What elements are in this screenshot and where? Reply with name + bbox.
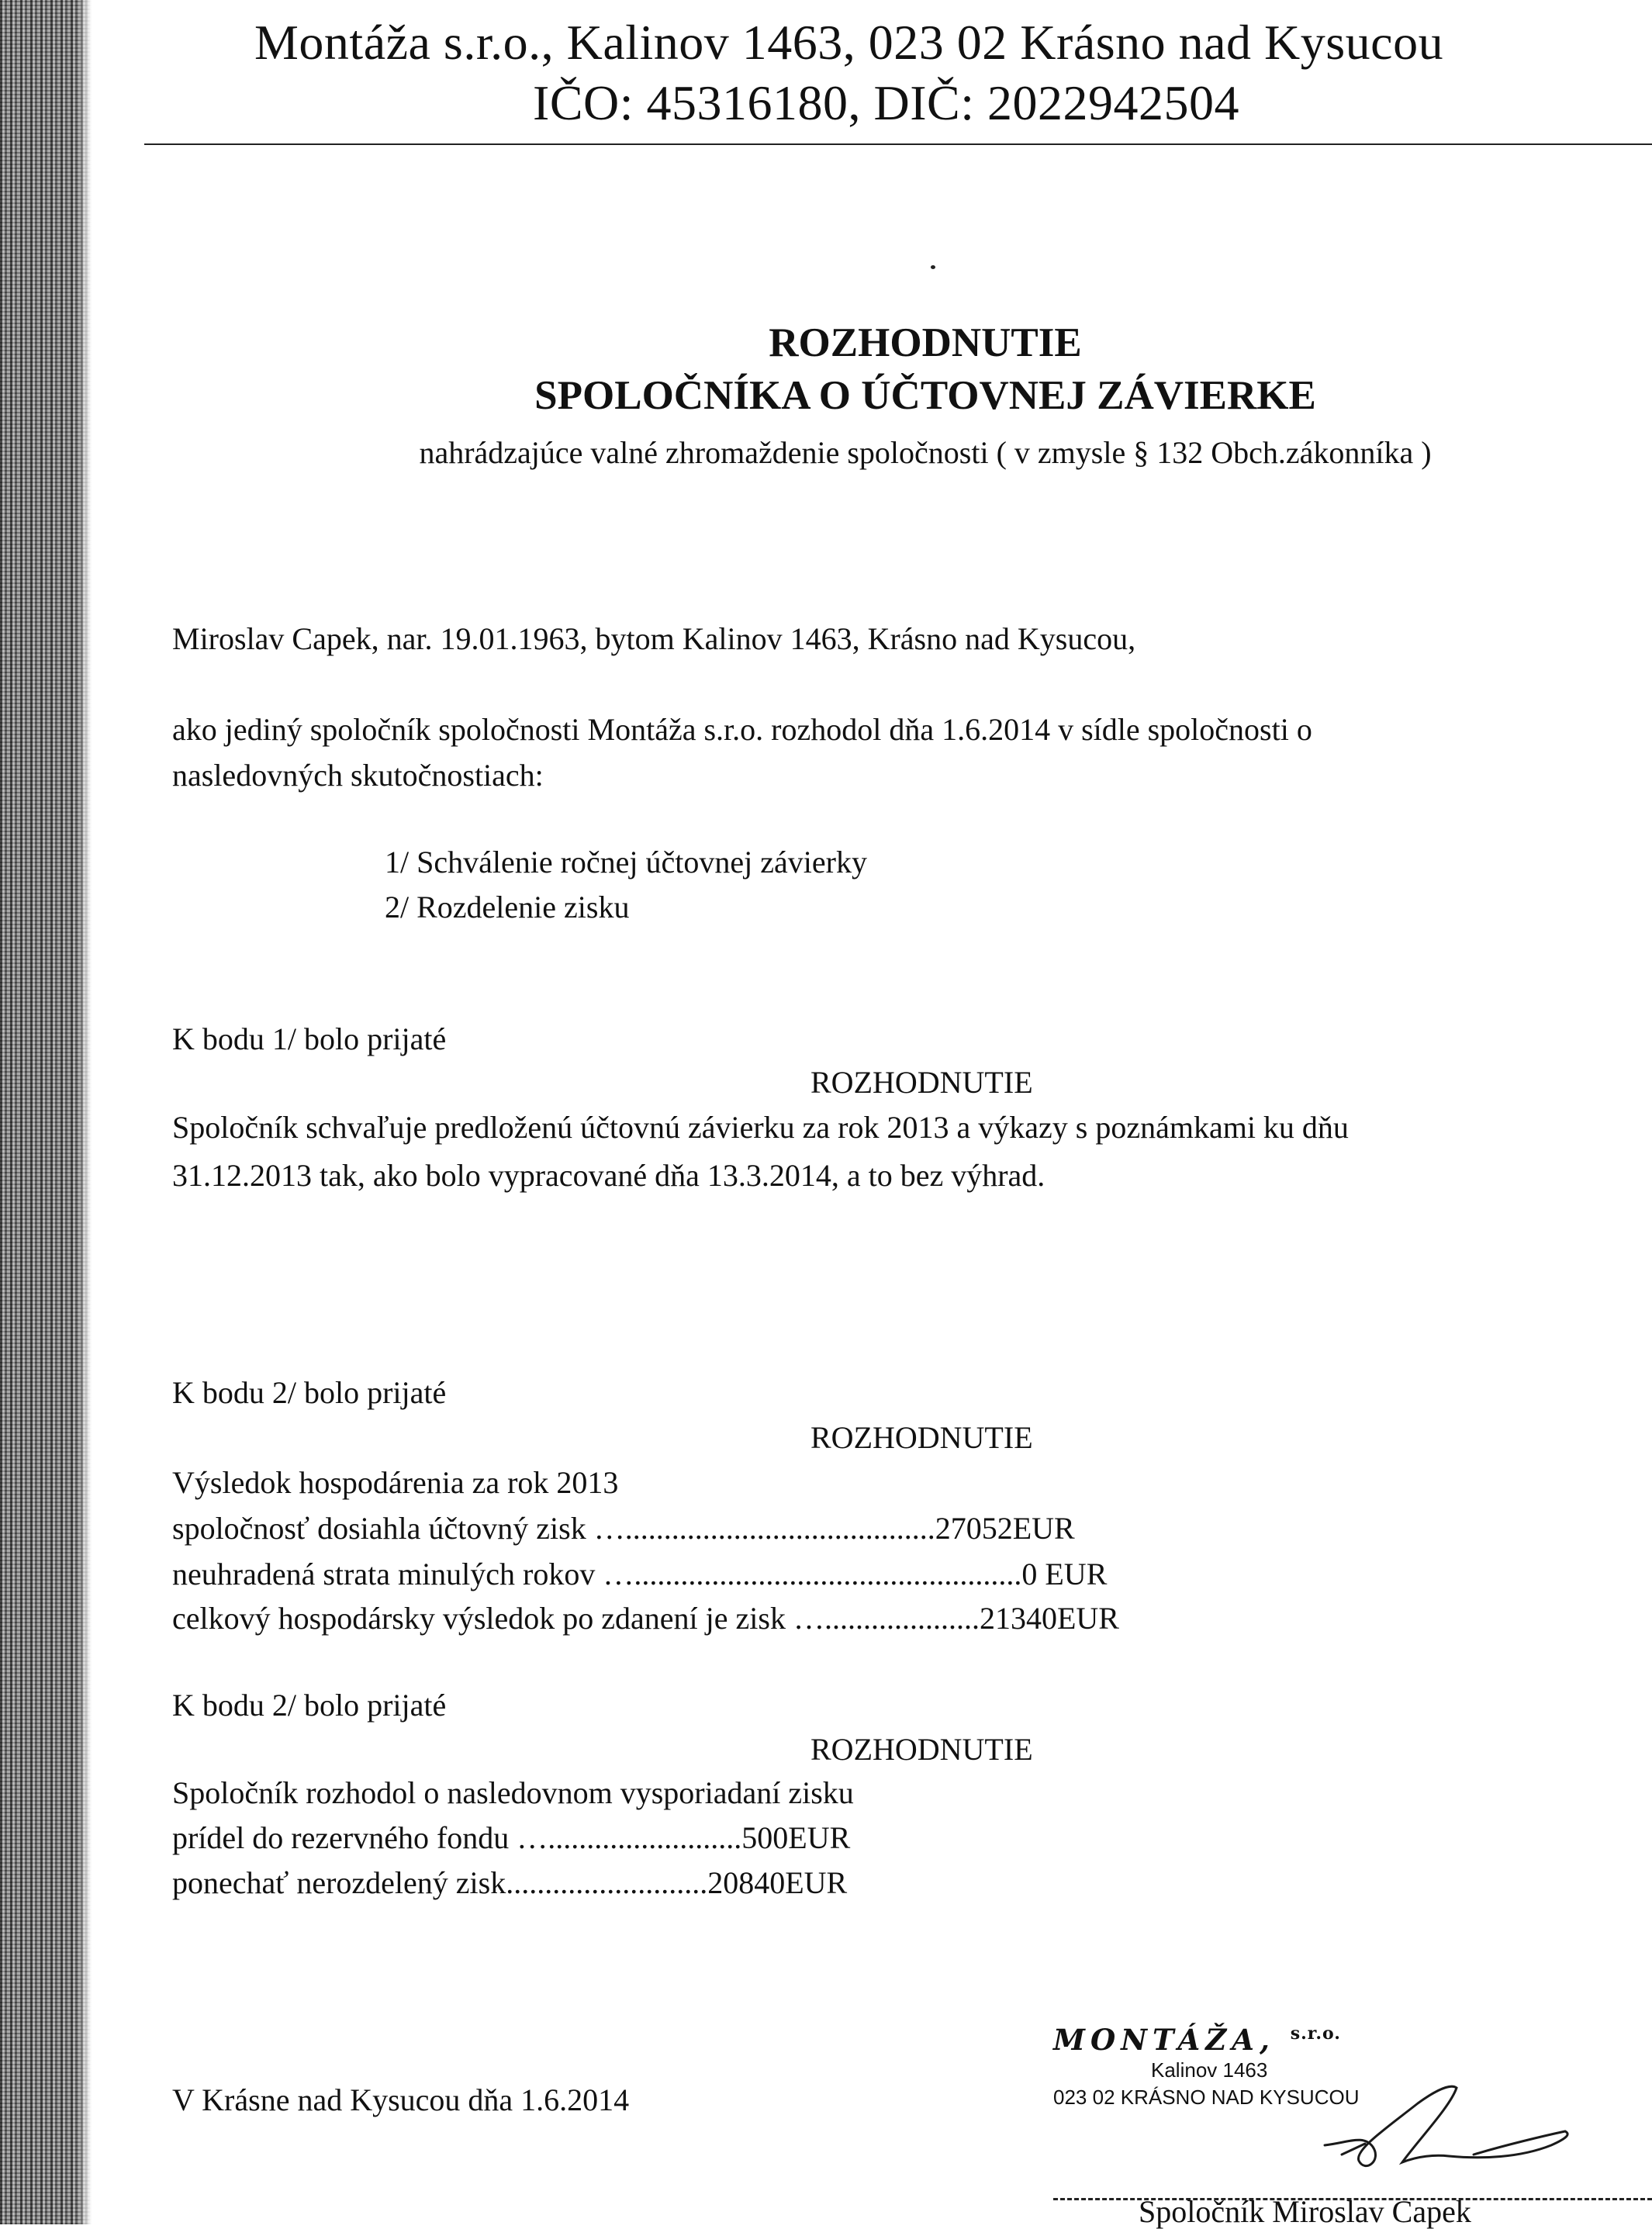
header-divider <box>144 143 1652 145</box>
profit-line: ponechať nerozdelený zisk..........................20840EUR <box>172 1865 848 1900</box>
point3-heading: K bodu 2/ bolo prijaté <box>172 1688 447 1723</box>
scan-speck <box>931 265 935 269</box>
profit-line: Spoločník rozhodol o nasledovnom vysporiadaní zisku <box>172 1775 854 1810</box>
point1-decision-title: ROZHODNUTIE <box>810 1065 1033 1100</box>
point2-heading: K bodu 2/ bolo prijaté <box>172 1375 447 1410</box>
handwritten-signature <box>1318 2080 1598 2181</box>
signatory-name: Spoločník Miroslav Capek <box>1139 2194 1471 2229</box>
result-line: neuhradená strata minulých rokov …..................................................0 EUR <box>172 1557 1108 1591</box>
place-date: V Krásne nad Kysucou dňa 1.6.2014 <box>172 2082 630 2117</box>
stamp-brand: MONTÁŽA, $^{s.r.o.}$ <box>1053 2023 1341 2057</box>
document-title-line2: SPOLOČNÍKA O ÚČTOVNEJ ZÁVIERKE <box>534 373 1316 418</box>
result-line: Výsledok hospodárenia za rok 2013 <box>172 1465 619 1500</box>
company-ids: IČO: 45316180, DIČ: 2022942504 <box>533 75 1239 130</box>
result-line: spoločnosť dosiahla účtovný zisk …........................................27052EUR <box>172 1511 1075 1546</box>
profit-line: prídel do rezervného fondu ….........................500EUR <box>172 1820 851 1855</box>
document-subtitle: nahrádzajúce valné zhromaždenie spoločnosti ( v zmysle § 132 Obch.zákonníka ) <box>419 435 1432 470</box>
company-header: Montáža s.r.o., Kalinov 1463, 023 02 Krásno nad Kysucou <box>254 15 1444 70</box>
intro-decision-cont: nasledovných skutočnostiach: <box>172 758 544 793</box>
point2-decision-title: ROZHODNUTIE <box>810 1420 1033 1455</box>
intro-decision: ako jediný spoločník spoločnosti Montáža s.r.o. rozhodol dňa 1.6.2014 v sídle spoločnosti o <box>172 712 1312 747</box>
point1-text: Spoločník schvaľuje predloženú účtovnú závierku za rok 2013 a výkazy s poznámkami ku dňu <box>172 1110 1349 1145</box>
agenda-item: 1/ Schválenie ročnej účtovnej závierky <box>385 845 867 880</box>
stamp-city: 023 02 KRÁSNO NAD KYSUCOU <box>1053 2086 1360 2109</box>
point1-heading: K bodu 1/ bolo prijaté <box>172 1021 447 1056</box>
agenda-item: 2/ Rozdelenie zisku <box>385 890 630 924</box>
result-line: celkový hospodársky výsledok po zdanení je zisk …....................21340EUR <box>172 1601 1119 1636</box>
stamp-suffix: s.r.o. <box>1290 2023 1341 2044</box>
document-title: ROZHODNUTIE <box>769 320 1082 365</box>
stamp-street: Kalinov 1463 <box>1151 2058 1268 2082</box>
intro-person: Miroslav Capek, nar. 19.01.1963, bytom Kalinov 1463, Krásno nad Kysucou, <box>172 621 1136 656</box>
point1-text-cont: 31.12.2013 tak, ako bolo vypracované dňa 13.3.2014, a to bez výhrad. <box>172 1158 1045 1193</box>
point3-decision-title: ROZHODNUTIE <box>810 1732 1033 1767</box>
